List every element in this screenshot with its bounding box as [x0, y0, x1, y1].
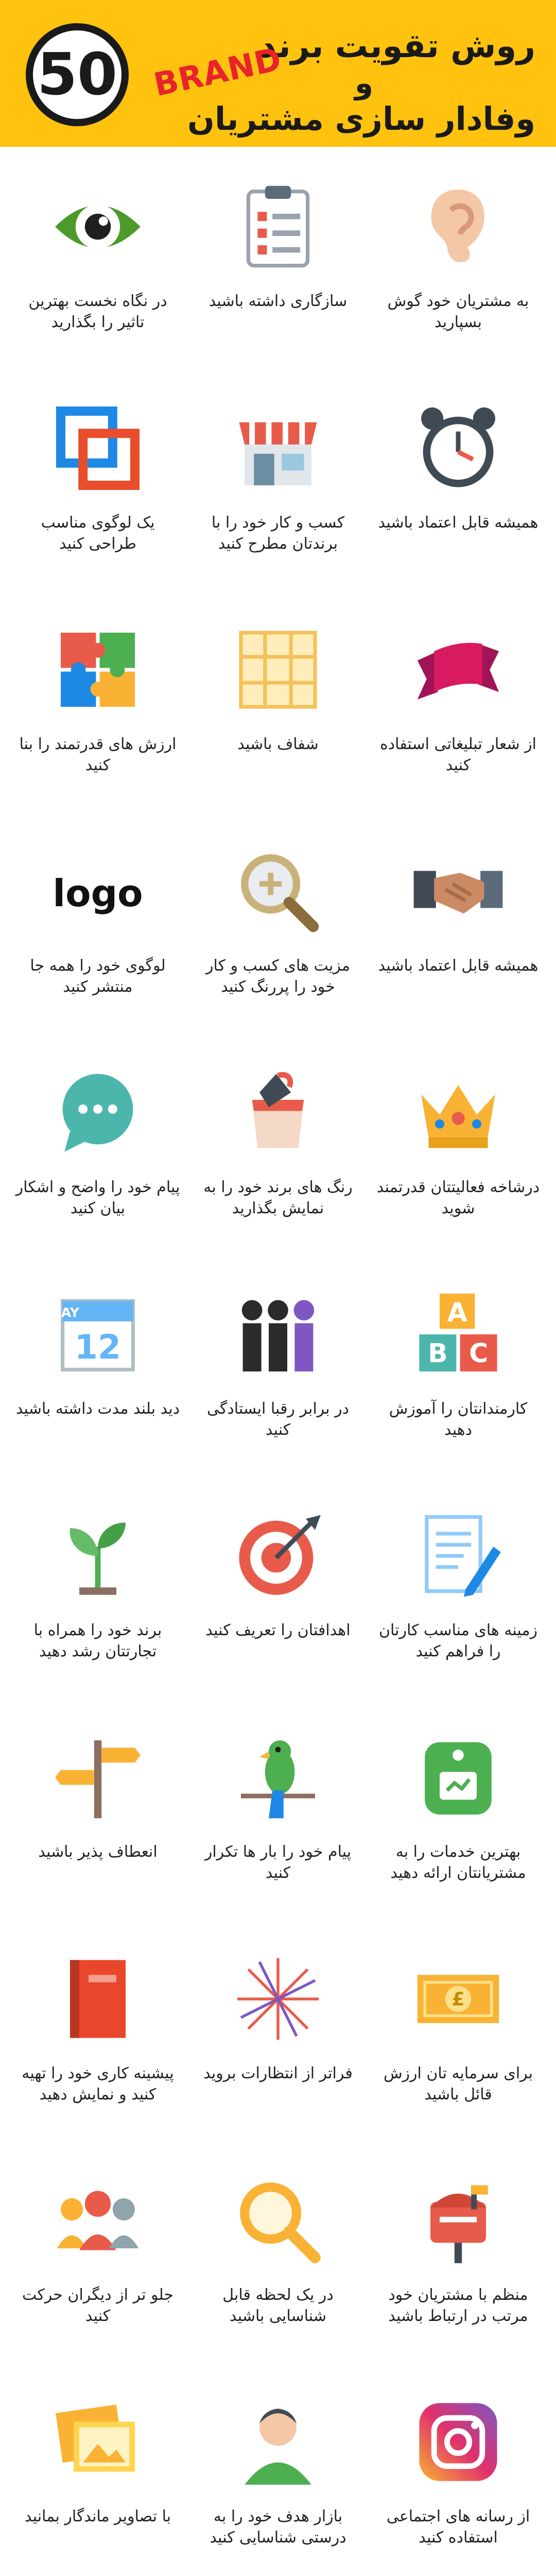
mailbox-icon [409, 2172, 507, 2269]
tip-item [371, 1275, 546, 1497]
tip-item [371, 611, 546, 832]
logo-icon [49, 842, 147, 940]
firework-icon [229, 1950, 327, 2048]
title-line-3: وفادار سازی مشتریان [187, 100, 535, 138]
tip-item [10, 389, 185, 611]
brand-word: BRAND [150, 40, 285, 104]
crown-icon [409, 1064, 507, 1162]
tip-item [10, 1275, 185, 1497]
svg-text:C: C [469, 1338, 489, 1368]
tip-text: رنگ های برند خود را به نمایش بگذارید [203, 1178, 353, 1217]
tip-item [190, 167, 366, 389]
tip-item [10, 167, 185, 389]
checklist-icon [229, 178, 327, 276]
tip-item [10, 2161, 185, 2383]
service-tag-icon [409, 1728, 507, 1826]
title-line-2: و [354, 65, 373, 100]
chat-bubble-icon [49, 1064, 147, 1162]
tip-text: پیام خود را بار ها تکرار کنید [204, 1843, 352, 1882]
people-icon [229, 1285, 327, 1383]
tip-item [190, 1054, 366, 1275]
tip-text: در نگاه نخست بهترین تاثیر را بگذارید [28, 292, 167, 331]
svg-text:MAY: MAY [48, 1304, 79, 1320]
banknote-icon [409, 1950, 507, 2048]
tip-text: به مشتریان خود گوش بسپارید [387, 292, 529, 331]
signpost-icon [49, 1728, 147, 1826]
ribbon-icon [409, 621, 507, 719]
tip-item [371, 389, 546, 611]
tip-text: بهترین خدمات را به مشتریانتان ارائه دهید [390, 1843, 526, 1882]
tip-item [190, 2383, 366, 2576]
tip-text: با تصاویر ماندگار بمانید [24, 2507, 171, 2526]
tip-item [190, 832, 366, 1054]
tip-text: مزیت های کسب و کار خود را پررنگ کنید [206, 957, 350, 996]
tip-item [190, 1940, 366, 2161]
tip-item [10, 1940, 185, 2161]
tip-text: کسب و کار خود را با برندتان مطرح کنید [211, 514, 345, 553]
tip-text: یک لوگوی مناسب طراحی کنید [41, 514, 155, 553]
tip-text: از شعار تبلیغاتی استفاده کنید [380, 735, 536, 774]
parrot-icon [229, 1728, 327, 1826]
tip-text: درشاخه فعالیتتان قدرتمند شوید [376, 1178, 540, 1217]
shop-icon [229, 399, 327, 497]
tip-text: همیشه قابل اعتماد باشید [378, 514, 538, 532]
number-badge [26, 23, 129, 126]
puzzle-icon [49, 621, 147, 719]
tip-text: شفاف باشید [237, 735, 319, 753]
tip-item [190, 1275, 366, 1497]
tip-item [10, 832, 185, 1054]
tip-text: زمینه های مناسب کارتان را فراهم کنید [378, 1621, 538, 1660]
svg-text:A: A [447, 1297, 467, 1328]
tip-text: لوگوی خود را همه جا منتشر کنید [30, 957, 166, 996]
tip-text: از رسانه های اجتماعی استفاده کنید [386, 2507, 530, 2547]
tip-text: پیام خود را واضح و اشکار بیان کنید [15, 1178, 180, 1217]
eye-icon [49, 178, 147, 276]
tip-item [371, 832, 546, 1054]
tip-item [371, 2161, 546, 2383]
tip-text: برند خود را همراه با تجارتتان رشد دهید [33, 1621, 162, 1660]
photos-icon [49, 2393, 147, 2491]
svg-text:logo: logo [53, 871, 143, 915]
tip-item [371, 1497, 546, 1718]
tip-text: منظم با مشتریان خود مرتب در ارتباط باشید [388, 2286, 528, 2325]
ear-icon [409, 178, 507, 276]
tip-text: در یک لحظه قابل شناسایی باشید [222, 2286, 334, 2325]
tip-text: بازار هدف خود را به درستی شناسایی کنید [210, 2507, 346, 2547]
tip-text: برای سرمایه تان ارزش قائل باشید [383, 2064, 533, 2104]
tips-grid [0, 147, 556, 2576]
tip-item [371, 1940, 546, 2161]
clock-icon [409, 399, 507, 497]
tip-text: پیشینه کاری خود را تهیه کنید و نمایش دهید [22, 2064, 174, 2104]
svg-text:12: 12 [74, 1328, 121, 1367]
sprout-icon [49, 1507, 147, 1605]
tip-item [371, 1054, 546, 1275]
tip-text: همیشه قابل اعتماد باشید [378, 957, 538, 975]
handshake-icon [409, 842, 507, 940]
tip-item [190, 1497, 366, 1718]
title-line-1: روش تقویت برند [259, 27, 535, 65]
overlapping-squares-icon [49, 399, 147, 497]
tip-item [10, 1497, 185, 1718]
tip-item [10, 611, 185, 832]
tip-item [190, 2161, 366, 2383]
tip-item [371, 167, 546, 389]
tip-text: ارزش های قدرتمند را بنا کنید [19, 735, 177, 774]
search-icon [229, 2172, 327, 2269]
header-banner [0, 0, 556, 147]
tip-item [10, 2383, 185, 2576]
book-icon [49, 1950, 147, 2048]
tip-text: در برابر رقبا ایستادگی کنید [207, 1400, 349, 1439]
document-pen-icon [409, 1507, 507, 1605]
user-icon [229, 2393, 327, 2491]
tip-text: انعطاف پذیر باشید [38, 1843, 158, 1861]
tip-text: سازگاری داشته باشید [208, 292, 348, 310]
number-badge-text: 50 [37, 41, 117, 108]
tip-text: کارمندانتان را آموزش دهید [389, 1400, 528, 1439]
tip-item [10, 1054, 185, 1275]
tip-item [371, 2383, 546, 2576]
tip-text: دید بلند مدت داشته باشید [15, 1400, 180, 1418]
group-icon [49, 2172, 147, 2269]
tip-item [10, 1718, 185, 1940]
svg-text:£: £ [451, 1989, 465, 2010]
magnifier-icon [229, 842, 327, 940]
abc-blocks-icon [409, 1285, 507, 1383]
tip-text: جلو تر از دیگران حرکت کنید [22, 2286, 173, 2325]
grid-icon [229, 621, 327, 719]
tip-item [371, 1718, 546, 1940]
tip-text: فراتر از انتظارات بروید [203, 2064, 353, 2082]
calendar-icon [49, 1285, 147, 1383]
tip-item [190, 1718, 366, 1940]
tip-text: اهدافتان را تعریف کنید [205, 1621, 351, 1639]
paint-bucket-icon [229, 1064, 327, 1162]
target-icon [229, 1507, 327, 1605]
svg-text:B: B [428, 1338, 448, 1368]
tip-item [190, 389, 366, 611]
tip-item [190, 611, 366, 832]
instagram-icon [409, 2393, 507, 2491]
